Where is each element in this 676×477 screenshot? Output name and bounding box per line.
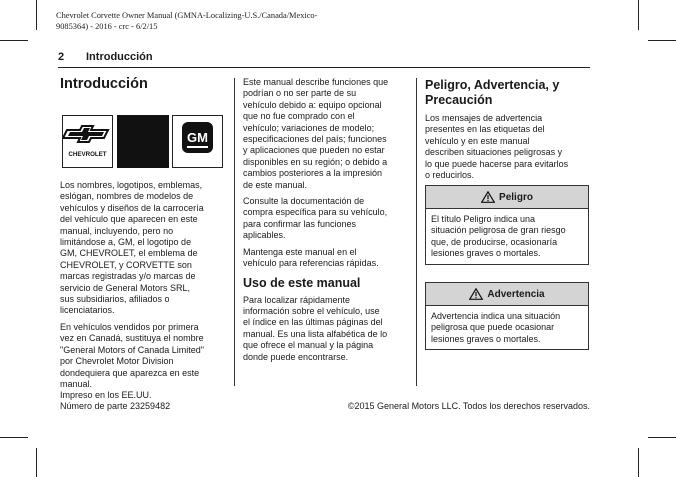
trademark-paragraph [60, 180, 238, 317]
text-line: que ofrece el manual y la página [243, 340, 374, 351]
text-line: marcas registradas y/o marcas de [60, 271, 196, 282]
text-line: describen situaciones peligrosas y [425, 147, 563, 158]
part-number: Número de parte 23259482 [60, 401, 171, 412]
text-line: "General Motors of Canada Limited" [60, 344, 204, 355]
scope-paragraph [243, 77, 415, 191]
running-header-line: 9085364) - 2016 - crc - 6/2/15 [56, 22, 158, 31]
running-header [56, 10, 356, 32]
advertencia-title: Advertencia [487, 288, 545, 300]
text-line: Los mensajes de advertencia [425, 113, 543, 123]
canada-paragraph [60, 322, 238, 390]
text-line: información sobre el vehículo, use [243, 305, 380, 316]
text-line: del vehículo que aparecen en este [60, 214, 198, 225]
crop-mark [36, 0, 37, 30]
crop-mark [638, 448, 639, 477]
text-line: el índice en las últimas páginas del [243, 317, 383, 328]
text-line: servicio de General Motors SRL, [60, 282, 191, 293]
text-line: Precaución [425, 93, 493, 107]
page-number: 2 [58, 51, 65, 63]
column-divider [416, 78, 417, 386]
text-line: de este manual. [243, 179, 308, 190]
section-heading [425, 78, 591, 108]
text-line: disponibles en su región; o debido a [243, 156, 388, 167]
chevrolet-wordmark: CHEVROLET [68, 151, 107, 158]
text-line: para confirmar las funciones [243, 218, 357, 229]
text-line: Para localizar rápidamente [243, 294, 351, 305]
text-line: Los nombres, logotipos, emblemas, [60, 180, 203, 190]
text-line: lo que puede hacerse para evitarlos [425, 158, 569, 169]
column-2 [243, 77, 415, 368]
text-line: por Chevrolet Motor Division [60, 356, 174, 367]
page-header [58, 51, 153, 63]
text-line: CHEVROLET, y CORVETTE son [60, 259, 192, 270]
text-line: y aplicaciones que pueden no estar [243, 145, 385, 156]
crop-mark [638, 0, 639, 30]
text-line: situación peligrosa de gran riesgo [431, 225, 566, 236]
text-line: GM, CHEVROLET, el emblema de [60, 248, 198, 259]
text-line: manual. [60, 378, 93, 389]
text-line: dondequiera que aparezca en este [60, 367, 200, 378]
warnings-paragraph [425, 113, 591, 181]
copyright: ©2015 General Motors LLC. Todos los derechos reservados. [347, 401, 590, 411]
usage-paragraph [243, 295, 415, 363]
text-line: donde puede encontrarse. [243, 351, 349, 362]
advertencia-text [426, 306, 588, 349]
text-line: vehículos y diseños de la carrocería [60, 202, 204, 213]
text-line: vez en Canadá, sustituya el nombre [60, 333, 204, 344]
text-line: Advertencia indica una situación [431, 311, 561, 321]
peligro-text [426, 209, 588, 264]
text-line: Mantenga este manual en el [243, 246, 357, 257]
text-line: que no fue comprado con el [243, 111, 355, 122]
crop-mark [0, 437, 28, 438]
column-3 [425, 78, 591, 186]
text-line: o reducirlos. [425, 170, 475, 181]
text-line: Impreso en los EE.UU. [60, 390, 152, 400]
advertencia-box [425, 282, 589, 350]
text-line: aplicables. [243, 230, 286, 241]
text-line: vehículo debido a: equipo opcional [243, 99, 382, 110]
peligro-title: Peligro [499, 191, 533, 203]
documentation-paragraph [243, 196, 415, 242]
black-logo-block [117, 115, 169, 168]
chevrolet-logo [62, 115, 113, 168]
text-line: especificaciones del país; funciones [243, 134, 387, 145]
keep-manual-paragraph [243, 247, 415, 270]
text-line: vehículo para referencias rápidas. [243, 258, 379, 269]
text-line: En vehículos vendidos por primera [60, 321, 199, 332]
header-rule [58, 67, 590, 68]
crop-mark [648, 40, 676, 41]
brand-logos [62, 115, 222, 168]
text-line: Peligro, Advertencia, y [425, 78, 560, 92]
crop-mark [648, 437, 676, 438]
peligro-header [426, 186, 588, 209]
text-line: peligrosa que puede ocasionar [431, 322, 555, 333]
text-line: licenciatarios. [60, 305, 115, 316]
text-line: limitándose a, GM, el logotipo de [60, 237, 192, 248]
peligro-box [425, 185, 589, 265]
text-line: vehículo y en este manual [425, 135, 530, 146]
print-info [60, 390, 170, 413]
text-line: compra específica para su vehículo, [243, 207, 388, 218]
text-line: cambios posteriores a la impresión [243, 168, 383, 179]
section-title: Introducción [86, 51, 153, 63]
crop-mark [0, 40, 28, 41]
text-line: lesiones graves o mortales. [431, 248, 541, 259]
text-line: presentes en las etiquetas del [425, 124, 545, 135]
text-line: lesiones graves o mortales. [431, 333, 541, 344]
warning-triangle-icon [481, 191, 495, 203]
text-line: El título Peligro indica una [431, 214, 536, 224]
section-heading: Uso de este manual [243, 275, 361, 290]
crop-mark [36, 448, 37, 477]
column-1 [60, 76, 230, 93]
text-line: eslógan, nombres de modelos de [60, 191, 194, 202]
page-title: Introducción [60, 76, 148, 92]
warning-triangle-icon [469, 288, 483, 300]
text-line: podrían o no ser parte de su [243, 88, 357, 99]
text-line: Consulte la documentación de [243, 196, 365, 207]
text-line: vehículo; variaciones de modelo; [243, 122, 375, 133]
text-line: que, de producirse, ocasionaría [431, 236, 558, 247]
text-line: sus subsidiarios, afiliados o [60, 294, 170, 305]
column-1-body [60, 180, 238, 395]
text-line: manual, incluyendo, pero no [60, 225, 174, 236]
text-line: manual. Es una lista alfabética de lo [243, 328, 388, 339]
text-line: Este manual describe funciones que [243, 77, 389, 87]
gm-logo [172, 115, 223, 168]
column-divider [234, 78, 235, 386]
gm-wordmark: GM [187, 130, 208, 145]
running-header-line: Chevrolet Corvette Owner Manual (GMNA-Localizing-U.S./Canada/Mexico- [56, 11, 318, 20]
advertencia-header [426, 283, 588, 306]
